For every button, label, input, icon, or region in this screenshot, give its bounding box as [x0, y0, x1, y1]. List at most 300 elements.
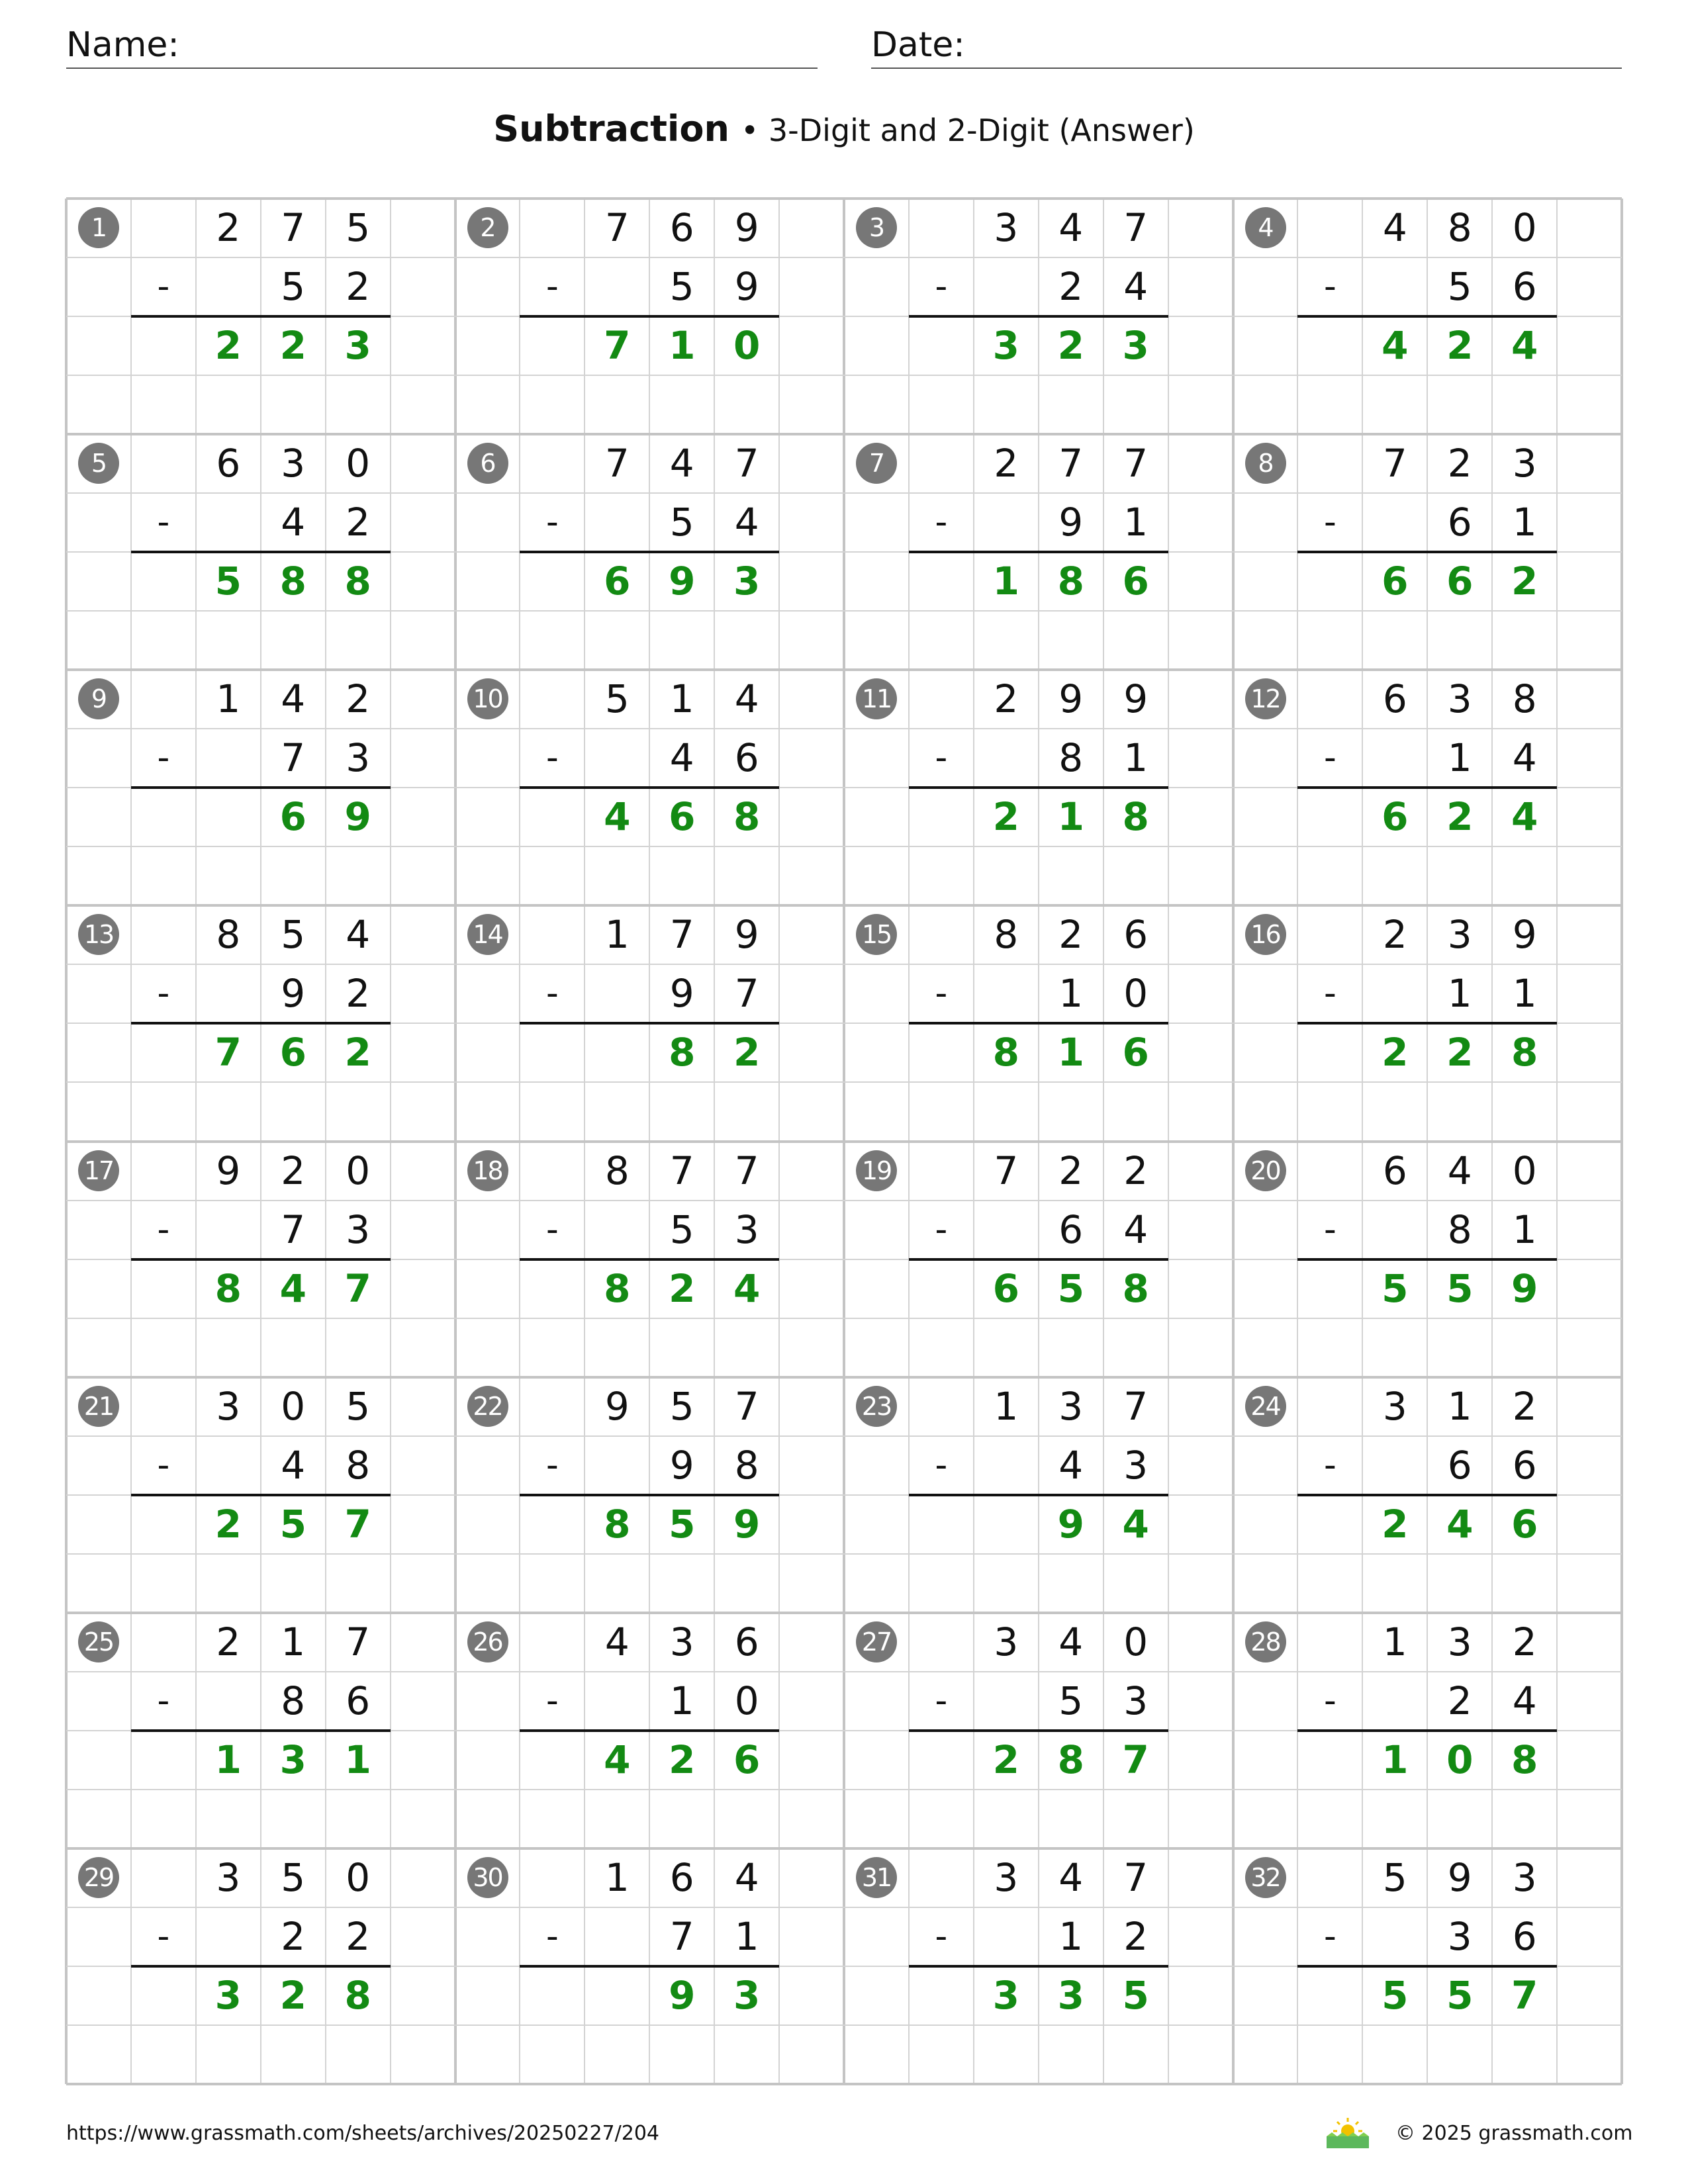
answer-digit: 8 [344, 559, 371, 604]
minuend-digit: 5 [346, 1383, 371, 1429]
subtrahend-digit: 2 [346, 1913, 371, 1959]
subtrahend-digit: 4 [281, 1442, 306, 1488]
minuend-digit: 3 [669, 1619, 694, 1664]
name-label: Name: [66, 25, 179, 65]
problem-number-badge: 14 [467, 914, 508, 955]
minuend-digit: 2 [216, 205, 241, 250]
problem-number-badge: 2 [467, 207, 508, 248]
answer-digit: 8 [1122, 794, 1149, 840]
answer-digit: 5 [1382, 1265, 1409, 1311]
answer-digit: 4 [604, 1737, 631, 1782]
problem-number-badge: 28 [1245, 1621, 1286, 1662]
problem-number-badge: 3 [856, 207, 897, 248]
minus-sign: - [546, 1916, 559, 1956]
footer-copyright: © 2025 grassmath.com [1395, 2122, 1633, 2145]
subtrahend-digit: 1 [1447, 735, 1472, 781]
minuend-digit: 2 [994, 441, 1019, 486]
subtrahend-digit: 8 [734, 1442, 759, 1488]
answer-digit: 3 [733, 1972, 761, 2018]
problem-number-badge: 31 [856, 1857, 897, 1898]
minuend-digit: 4 [1382, 205, 1407, 250]
minus-sign: - [546, 1209, 559, 1250]
answer-digit: 7 [214, 1030, 242, 1075]
minus-sign: - [157, 974, 170, 1014]
answer-digit: 3 [1057, 1972, 1084, 2018]
minuend-digit: 1 [1447, 1383, 1472, 1429]
answer-digit: 6 [992, 1265, 1019, 1311]
minus-sign: - [546, 267, 559, 307]
minuend-digit: 6 [1123, 912, 1149, 958]
minuend-digit: 2 [994, 676, 1019, 722]
answer-digit: 3 [214, 1972, 242, 2018]
subtrahend-digit: 5 [669, 500, 694, 545]
minus-sign: - [546, 502, 559, 543]
minuend-digit: 7 [669, 1148, 694, 1193]
minus-sign: - [157, 1445, 170, 1485]
subtrahend-digit: 1 [1058, 971, 1084, 1017]
minus-sign: - [1324, 1209, 1336, 1250]
subtrahend-digit: 3 [346, 735, 371, 781]
minuend-digit: 9 [1447, 1854, 1472, 1900]
answer-digit: 8 [214, 1265, 242, 1311]
answer-digit: 5 [1446, 1972, 1474, 2018]
answer-digit: 9 [1057, 1501, 1084, 1547]
answer-digit: 2 [214, 323, 242, 369]
minus-sign: - [935, 1445, 948, 1485]
minuend-digit: 4 [346, 912, 371, 958]
minuend-digit: 4 [734, 1854, 759, 1900]
answer-digit: 3 [992, 323, 1019, 369]
footer-url[interactable]: https://www.grassmath.com/sheets/archives/20250227/204 [66, 2122, 660, 2145]
minuend-digit: 3 [994, 1619, 1019, 1664]
minuend-digit: 7 [994, 1148, 1019, 1193]
minuend-digit: 6 [734, 1619, 759, 1664]
minuend-digit: 6 [669, 205, 694, 250]
answer-digit: 4 [1122, 1501, 1149, 1547]
minuend-digit: 9 [216, 1148, 241, 1193]
minus-sign: - [935, 267, 948, 307]
answer-digit: 3 [733, 559, 761, 604]
minuend-digit: 8 [604, 1148, 630, 1193]
subtrahend-digit: 4 [281, 500, 306, 545]
subtrahend-digit: 9 [669, 971, 694, 1017]
answer-digit: 5 [279, 1501, 306, 1547]
minuend-digit: 3 [1058, 1383, 1084, 1429]
answer-digit: 4 [1382, 323, 1409, 369]
minuend-digit: 3 [994, 1854, 1019, 1900]
subtrahend-digit: 4 [1123, 264, 1149, 310]
answer-digit: 8 [1057, 1737, 1084, 1782]
subtrahend-digit: 1 [1058, 1913, 1084, 1959]
answer-digit: 4 [279, 1265, 306, 1311]
subtrahend-digit: 6 [1447, 1442, 1472, 1488]
subtrahend-digit: 1 [1123, 735, 1149, 781]
minus-sign: - [935, 738, 948, 778]
problem-number-badge: 26 [467, 1621, 508, 1662]
answer-digit: 8 [669, 1030, 696, 1075]
answer-digit: 6 [1122, 1030, 1149, 1075]
subtrahend-digit: 1 [734, 1913, 759, 1959]
minuend-digit: 2 [216, 1619, 241, 1664]
problem-number-badge: 30 [467, 1857, 508, 1898]
answer-digit: 6 [1382, 559, 1409, 604]
answer-digit: 7 [1122, 1737, 1149, 1782]
answer-digit: 6 [604, 559, 631, 604]
problem-number-badge: 29 [78, 1857, 119, 1898]
problem-number-badge: 16 [1245, 914, 1286, 955]
subtrahend-digit: 1 [1447, 971, 1472, 1017]
minus-sign: - [157, 1680, 170, 1721]
minuend-digit: 1 [994, 1383, 1019, 1429]
subtrahend-digit: 1 [1512, 500, 1537, 545]
minus-sign: - [1324, 1916, 1336, 1956]
answer-digit: 5 [1122, 1972, 1149, 2018]
minuend-digit: 5 [669, 1383, 694, 1429]
answer-digit: 1 [1057, 794, 1084, 840]
minuend-digit: 2 [1058, 1148, 1084, 1193]
subtrahend-digit: 7 [281, 1206, 306, 1252]
minuend-digit: 3 [1512, 441, 1537, 486]
answer-digit: 4 [1511, 794, 1538, 840]
minus-sign: - [157, 1916, 170, 1956]
problem-number-badge: 20 [1245, 1150, 1286, 1191]
answer-digit: 2 [1446, 323, 1474, 369]
subtrahend-digit: 2 [1123, 1913, 1149, 1959]
answer-digit: 4 [1446, 1501, 1474, 1547]
subtrahend-digit: 9 [734, 264, 759, 310]
subtrahend-digit: 2 [346, 264, 371, 310]
minuend-digit: 7 [604, 205, 630, 250]
minuend-digit: 8 [1512, 676, 1537, 722]
answer-digit: 4 [604, 794, 631, 840]
minus-sign: - [546, 1445, 559, 1485]
subtrahend-digit: 9 [669, 1442, 694, 1488]
minuend-digit: 5 [604, 676, 630, 722]
subtrahend-digit: 2 [346, 971, 371, 1017]
subtrahend-digit: 3 [1123, 1678, 1149, 1723]
minuend-digit: 7 [1123, 1383, 1149, 1429]
answer-digit: 2 [669, 1265, 696, 1311]
answer-digit: 1 [344, 1737, 371, 1782]
minuend-digit: 9 [734, 912, 759, 958]
minuend-digit: 5 [281, 1854, 306, 1900]
minuend-digit: 1 [1382, 1619, 1407, 1664]
answer-digit: 5 [1446, 1265, 1474, 1311]
answer-digit: 2 [279, 1972, 306, 2018]
minuend-digit: 7 [1382, 441, 1407, 486]
subtrahend-digit: 2 [1447, 1678, 1472, 1723]
subtrahend-digit: 3 [346, 1206, 371, 1252]
answer-digit: 9 [344, 794, 371, 840]
minuend-digit: 3 [216, 1854, 241, 1900]
subtrahend-digit: 7 [734, 971, 759, 1017]
minuend-digit: 4 [669, 441, 694, 486]
answer-digit: 7 [344, 1265, 371, 1311]
problem-number-badge: 18 [467, 1150, 508, 1191]
subtrahend-digit: 5 [1058, 1678, 1084, 1723]
subtrahend-digit: 5 [669, 1206, 694, 1252]
answer-digit: 8 [604, 1501, 631, 1547]
subtrahend-digit: 3 [1447, 1913, 1472, 1959]
problem-number-badge: 8 [1245, 443, 1286, 484]
minus-sign: - [546, 974, 559, 1014]
subtrahend-digit: 7 [281, 735, 306, 781]
problem-number-badge: 15 [856, 914, 897, 955]
minuend-digit: 4 [1058, 1854, 1084, 1900]
answer-digit: 1 [992, 559, 1019, 604]
minuend-digit: 5 [281, 912, 306, 958]
subtrahend-digit: 6 [1512, 1442, 1537, 1488]
answer-digit: 2 [1057, 323, 1084, 369]
minus-sign: - [546, 738, 559, 778]
answer-digit: 0 [1446, 1737, 1474, 1782]
minuend-digit: 4 [604, 1619, 630, 1664]
answer-digit: 8 [1122, 1265, 1149, 1311]
minuend-digit: 0 [1123, 1619, 1149, 1664]
title-subtitle: • 3-Digit and 2-Digit (Answer) [741, 113, 1195, 148]
problem-number-badge: 12 [1245, 678, 1286, 719]
minuend-digit: 6 [1382, 676, 1407, 722]
subtrahend-digit: 8 [1058, 735, 1084, 781]
minuend-digit: 3 [1447, 912, 1472, 958]
subtrahend-digit: 8 [1447, 1206, 1472, 1252]
minuend-digit: 2 [1058, 912, 1084, 958]
problem-number-badge: 17 [78, 1150, 119, 1191]
answer-digit: 7 [1511, 1972, 1538, 2018]
minuend-digit: 3 [1447, 1619, 1472, 1664]
problem-number-badge: 19 [856, 1150, 897, 1191]
answer-digit: 6 [669, 794, 696, 840]
answer-digit: 1 [1057, 1030, 1084, 1075]
minus-sign: - [157, 738, 170, 778]
subtrahend-digit: 4 [1123, 1206, 1149, 1252]
subtrahend-digit: 6 [346, 1678, 371, 1723]
minuend-digit: 1 [604, 912, 630, 958]
subtrahend-digit: 1 [1512, 1206, 1537, 1252]
answer-digit: 2 [1382, 1030, 1409, 1075]
subtrahend-digit: 4 [669, 735, 694, 781]
minus-sign: - [1324, 974, 1336, 1014]
minuend-digit: 2 [1512, 1619, 1537, 1664]
problem-number-badge: 21 [78, 1386, 119, 1427]
subtrahend-digit: 1 [669, 1678, 694, 1723]
problem-number-badge: 27 [856, 1621, 897, 1662]
minuend-digit: 0 [1512, 205, 1537, 250]
subtrahend-digit: 0 [734, 1678, 759, 1723]
answer-digit: 2 [733, 1030, 761, 1075]
minuend-digit: 9 [1058, 676, 1084, 722]
problem-number-badge: 5 [78, 443, 119, 484]
minuend-digit: 7 [1123, 205, 1149, 250]
minuend-digit: 1 [669, 676, 694, 722]
subtrahend-digit: 3 [1123, 1442, 1149, 1488]
minuend-digit: 0 [346, 441, 371, 486]
minus-sign: - [935, 502, 948, 543]
sun-over-grass-icon [1324, 2115, 1372, 2150]
minuend-digit: 9 [1123, 676, 1149, 722]
minus-sign: - [157, 502, 170, 543]
minuend-digit: 9 [604, 1383, 630, 1429]
answer-digit: 6 [1446, 559, 1474, 604]
title-main: Subtraction [493, 108, 729, 150]
minuend-digit: 5 [346, 205, 371, 250]
problem-number-badge: 23 [856, 1386, 897, 1427]
answer-digit: 6 [1122, 559, 1149, 604]
minus-sign: - [1324, 738, 1336, 778]
subtrahend-digit: 4 [1512, 1678, 1537, 1723]
minus-sign: - [546, 1680, 559, 1721]
minuend-digit: 5 [1382, 1854, 1407, 1900]
subtrahend-digit: 2 [346, 500, 371, 545]
minuend-digit: 7 [734, 1383, 759, 1429]
answer-digit: 2 [344, 1030, 371, 1075]
answer-digit: 7 [604, 323, 631, 369]
minuend-digit: 7 [669, 912, 694, 958]
answer-digit: 4 [733, 1265, 761, 1311]
problem-number-badge: 4 [1245, 207, 1286, 248]
minuend-digit: 3 [216, 1383, 241, 1429]
subtrahend-digit: 1 [1512, 971, 1537, 1017]
problem-number-badge: 22 [467, 1386, 508, 1427]
minuend-digit: 0 [346, 1148, 371, 1193]
minuend-digit: 8 [1447, 205, 1472, 250]
minuend-digit: 0 [346, 1854, 371, 1900]
problem-number-badge: 11 [856, 678, 897, 719]
grid-hline [66, 2083, 1622, 2085]
answer-digit: 2 [214, 1501, 242, 1547]
problem-number-badge: 6 [467, 443, 508, 484]
answer-digit: 1 [669, 323, 696, 369]
minuend-digit: 7 [1123, 441, 1149, 486]
subtrahend-digit: 3 [734, 1206, 759, 1252]
answer-digit: 1 [1382, 1737, 1409, 1782]
minuend-digit: 2 [1512, 1383, 1537, 1429]
subtrahend-digit: 0 [1123, 971, 1149, 1017]
problem-number-badge: 24 [1245, 1386, 1286, 1427]
answer-digit: 2 [992, 1737, 1019, 1782]
subtrahend-digit: 8 [346, 1442, 371, 1488]
answer-digit: 9 [733, 1501, 761, 1547]
minuend-digit: 2 [346, 676, 371, 722]
problem-number-badge: 25 [78, 1621, 119, 1662]
subtrahend-digit: 2 [1058, 264, 1084, 310]
answer-digit: 3 [992, 1972, 1019, 2018]
answer-digit: 0 [733, 323, 761, 369]
subtrahend-digit: 6 [734, 735, 759, 781]
minus-sign: - [935, 1209, 948, 1250]
answer-digit: 2 [1511, 559, 1538, 604]
subtrahend-digit: 4 [1058, 1442, 1084, 1488]
minuend-digit: 7 [281, 205, 306, 250]
answer-digit: 8 [733, 794, 761, 840]
answer-digit: 8 [1511, 1737, 1538, 1782]
answer-digit: 8 [279, 559, 306, 604]
answer-digit: 8 [604, 1265, 631, 1311]
subtrahend-digit: 6 [1512, 1913, 1537, 1959]
answer-digit: 3 [1122, 323, 1149, 369]
minuend-digit: 6 [1382, 1148, 1407, 1193]
answer-digit: 5 [214, 559, 242, 604]
minus-sign: - [157, 267, 170, 307]
minuend-digit: 1 [281, 1619, 306, 1664]
subtrahend-digit: 9 [1058, 500, 1084, 545]
date-label: Date: [871, 25, 965, 65]
minuend-digit: 4 [1058, 205, 1084, 250]
subtrahend-digit: 6 [1447, 500, 1472, 545]
subtrahend-digit: 6 [1058, 1206, 1084, 1252]
answer-digit: 5 [1057, 1265, 1084, 1311]
subtrahend-digit: 5 [669, 264, 694, 310]
minuend-digit: 8 [994, 912, 1019, 958]
minuend-digit: 3 [1382, 1383, 1407, 1429]
answer-digit: 6 [279, 1030, 306, 1075]
minus-sign: - [157, 1209, 170, 1250]
minuend-digit: 9 [1512, 912, 1537, 958]
minuend-digit: 7 [1123, 1854, 1149, 1900]
answer-digit: 2 [1382, 1501, 1409, 1547]
minus-sign: - [1324, 502, 1336, 543]
minuend-digit: 4 [1447, 1148, 1472, 1193]
answer-digit: 2 [1446, 794, 1474, 840]
minuend-digit: 2 [1382, 912, 1407, 958]
problem-number-badge: 10 [467, 678, 508, 719]
answer-digit: 2 [669, 1737, 696, 1782]
subtrahend-digit: 2 [281, 1913, 306, 1959]
answer-digit: 1 [214, 1737, 242, 1782]
answer-digit: 3 [344, 323, 371, 369]
minuend-digit: 8 [216, 912, 241, 958]
minus-sign: - [1324, 1680, 1336, 1721]
answer-digit: 2 [992, 794, 1019, 840]
minuend-digit: 7 [734, 441, 759, 486]
minus-sign: - [1324, 267, 1336, 307]
answer-digit: 8 [1057, 559, 1084, 604]
answer-digit: 7 [344, 1501, 371, 1547]
minuend-digit: 2 [1447, 441, 1472, 486]
answer-digit: 2 [279, 323, 306, 369]
subtrahend-digit: 5 [1447, 264, 1472, 310]
minuend-digit: 1 [216, 676, 241, 722]
problem-number-badge: 9 [78, 678, 119, 719]
minuend-digit: 7 [1058, 441, 1084, 486]
subtrahend-digit: 4 [734, 500, 759, 545]
subtrahend-digit: 6 [1512, 264, 1537, 310]
answer-digit: 9 [669, 1972, 696, 2018]
answer-digit: 9 [1511, 1265, 1538, 1311]
problem-number-badge: 7 [856, 443, 897, 484]
minuend-digit: 9 [734, 205, 759, 250]
answer-digit: 6 [1511, 1501, 1538, 1547]
minuend-digit: 7 [346, 1619, 371, 1664]
minuend-digit: 3 [1512, 1854, 1537, 1900]
minuend-digit: 6 [216, 441, 241, 486]
minuend-digit: 0 [1512, 1148, 1537, 1193]
answer-digit: 6 [279, 794, 306, 840]
minuend-digit: 4 [734, 676, 759, 722]
minuend-digit: 3 [994, 205, 1019, 250]
subtrahend-digit: 7 [669, 1913, 694, 1959]
subtrahend-digit: 1 [1123, 500, 1149, 545]
minuend-digit: 2 [281, 1148, 306, 1193]
minuend-digit: 7 [604, 441, 630, 486]
subtrahend-digit: 5 [281, 264, 306, 310]
subtrahend-digit: 4 [1512, 735, 1537, 781]
answer-digit: 6 [733, 1737, 761, 1782]
minus-sign: - [935, 1680, 948, 1721]
answer-digit: 8 [992, 1030, 1019, 1075]
minuend-digit: 7 [734, 1148, 759, 1193]
answer-digit: 8 [1511, 1030, 1538, 1075]
